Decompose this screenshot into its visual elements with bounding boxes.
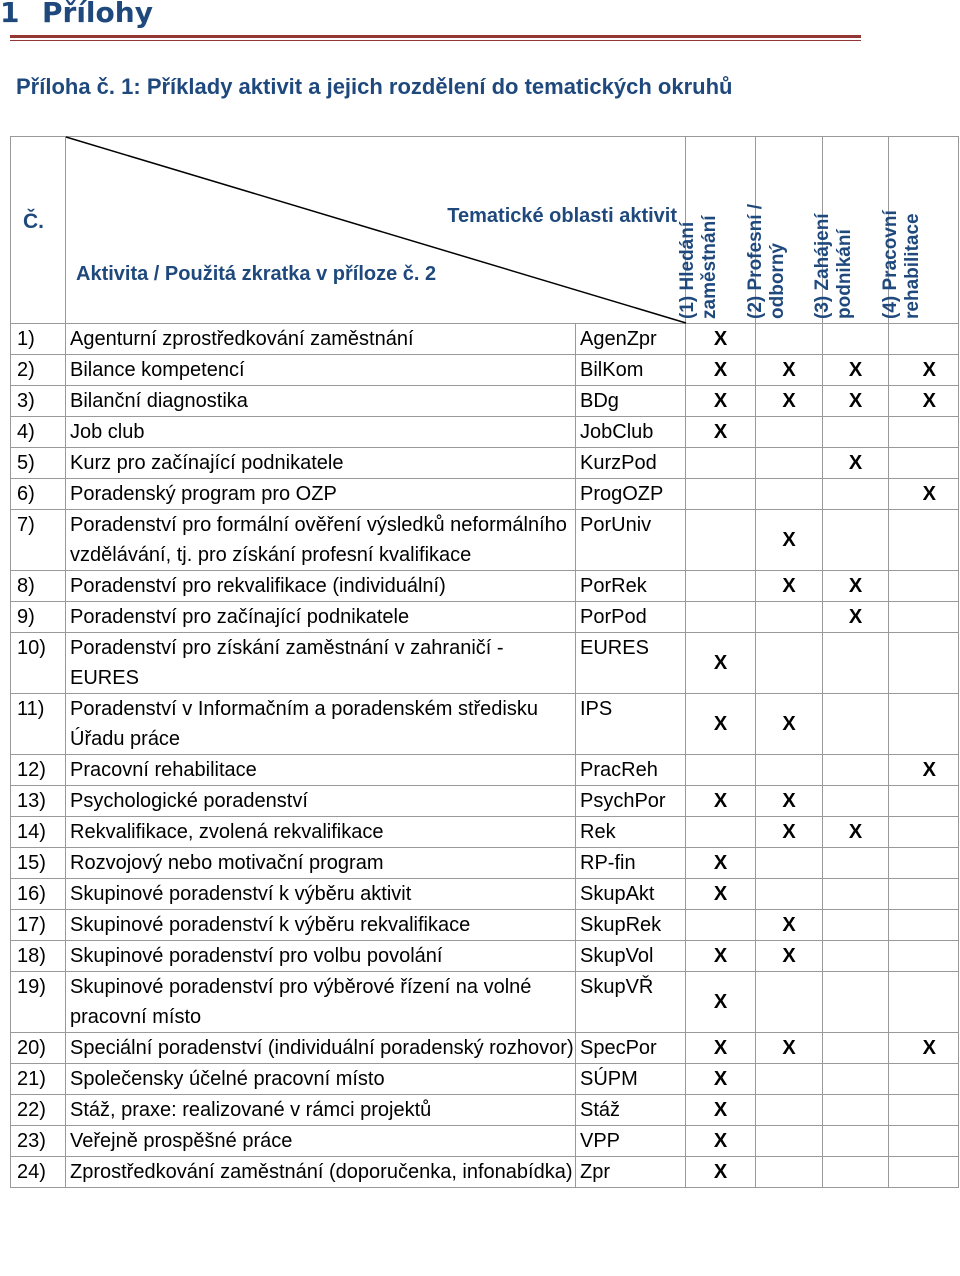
activity-abbreviation: Zpr bbox=[576, 1157, 686, 1188]
area-3-mark: X bbox=[823, 355, 889, 386]
area-1-mark: X bbox=[686, 879, 756, 910]
area-4-mark: X bbox=[889, 1033, 959, 1064]
area-3-mark bbox=[823, 786, 889, 817]
area-4-mark bbox=[889, 1064, 959, 1095]
table-header-row bbox=[11, 137, 959, 324]
area-4-mark bbox=[889, 510, 959, 571]
area-2-mark: X bbox=[756, 941, 823, 972]
row-number: 9) bbox=[11, 602, 66, 633]
area-4-mark bbox=[889, 571, 959, 602]
activity-name: Skupinové poradenství pro výběrové řízení na volné pracovní místo bbox=[66, 972, 576, 1033]
activity-name: Psychologické poradenství bbox=[66, 786, 576, 817]
activity-name: Stáž, praxe: realizované v rámci projektů bbox=[66, 1095, 576, 1126]
row-number: 16) bbox=[11, 879, 66, 910]
activity-abbreviation: SkupRek bbox=[576, 910, 686, 941]
area-4-mark bbox=[889, 602, 959, 633]
activity-name: Speciální poradenství (individuální poradenský rozhovor) bbox=[66, 1033, 576, 1064]
table-row bbox=[11, 972, 959, 1033]
activity-abbreviation: PracReh bbox=[576, 755, 686, 786]
area-3-mark bbox=[823, 694, 889, 755]
table-row bbox=[11, 510, 959, 571]
row-number: 2) bbox=[11, 355, 66, 386]
row-number: 1) bbox=[11, 324, 66, 355]
column-no-label: Č. bbox=[23, 210, 44, 233]
row-number: 24) bbox=[11, 1157, 66, 1188]
area-4-mark bbox=[889, 417, 959, 448]
table-row bbox=[11, 1095, 959, 1126]
area-3-mark bbox=[823, 972, 889, 1033]
activity-name: Poradenství pro formální ověření výsledků neformálního vzdělávání, tj. pro získání profesní kvalifikace bbox=[66, 510, 576, 571]
area-1-mark bbox=[686, 448, 756, 479]
area-1-mark: X bbox=[686, 324, 756, 355]
area-3-mark bbox=[823, 417, 889, 448]
area-2-mark bbox=[756, 602, 823, 633]
area-2-mark: X bbox=[756, 786, 823, 817]
area-4-mark bbox=[889, 324, 959, 355]
row-number: 21) bbox=[11, 1064, 66, 1095]
area-1-mark: X bbox=[686, 417, 756, 448]
activity-abbreviation: SkupVol bbox=[576, 941, 686, 972]
activity-name: Poradenství pro začínající podnikatele bbox=[66, 602, 576, 633]
row-number: 20) bbox=[11, 1033, 66, 1064]
area-2-mark bbox=[756, 324, 823, 355]
area-3-mark bbox=[823, 1126, 889, 1157]
section-heading bbox=[0, 0, 153, 29]
activity-name: Rekvalifikace, zvolená rekvalifikace bbox=[66, 817, 576, 848]
table-row bbox=[11, 602, 959, 633]
area-4-mark bbox=[889, 848, 959, 879]
activity-abbreviation: Rek bbox=[576, 817, 686, 848]
area-4-mark bbox=[889, 879, 959, 910]
area-4-mark bbox=[889, 448, 959, 479]
area-1-mark: X bbox=[686, 694, 756, 755]
activity-name: Bilance kompetencí bbox=[66, 355, 576, 386]
area-3-mark bbox=[823, 633, 889, 694]
area-1-label: (1) Hledání bbox=[676, 221, 698, 319]
area-4-mark bbox=[889, 1095, 959, 1126]
activity-name: Pracovní rehabilitace bbox=[66, 755, 576, 786]
activity-abbreviation: PorPod bbox=[576, 602, 686, 633]
thematic-areas-label: Tematické oblasti aktivit bbox=[447, 205, 677, 227]
activity-abbreviation: RP-fin bbox=[576, 848, 686, 879]
row-number: 22) bbox=[11, 1095, 66, 1126]
area-1-mark: X bbox=[686, 941, 756, 972]
area-4-mark bbox=[889, 910, 959, 941]
area-1-mark: X bbox=[686, 1157, 756, 1188]
activity-abbreviation: BilKom bbox=[576, 355, 686, 386]
table-row bbox=[11, 1126, 959, 1157]
area-1-mark bbox=[686, 910, 756, 941]
area-3-mark bbox=[823, 755, 889, 786]
area-2-mark bbox=[756, 972, 823, 1033]
area-2-label-line2: odborný bbox=[767, 243, 788, 319]
row-number: 10) bbox=[11, 633, 66, 694]
table-row bbox=[11, 1064, 959, 1095]
activity-name: Job club bbox=[66, 417, 576, 448]
table-row bbox=[11, 879, 959, 910]
activity-name: Veřejně prospěšné práce bbox=[66, 1126, 576, 1157]
area-4-mark bbox=[889, 941, 959, 972]
row-number: 4) bbox=[11, 417, 66, 448]
row-number: 8) bbox=[11, 571, 66, 602]
area-4-mark bbox=[889, 972, 959, 1033]
area-1-mark: X bbox=[686, 1033, 756, 1064]
area-4-mark bbox=[889, 1157, 959, 1188]
activity-name: Zprostředkování zaměstnání (doporučenka, infonabídka) bbox=[66, 1157, 576, 1188]
area-2-mark bbox=[756, 417, 823, 448]
area-2-mark bbox=[756, 448, 823, 479]
area-2-mark bbox=[756, 1064, 823, 1095]
row-number: 15) bbox=[11, 848, 66, 879]
header-cell-area-3 bbox=[811, 137, 889, 324]
row-number: 3) bbox=[11, 386, 66, 417]
area-3-mark bbox=[823, 1033, 889, 1064]
area-4-mark: X bbox=[889, 755, 959, 786]
area-1-mark bbox=[686, 817, 756, 848]
area-1-mark: X bbox=[686, 1126, 756, 1157]
table-row bbox=[11, 571, 959, 602]
table-row bbox=[11, 448, 959, 479]
row-number: 19) bbox=[11, 972, 66, 1033]
area-2-mark bbox=[756, 1126, 823, 1157]
activity-abbreviation: EURES bbox=[576, 633, 686, 694]
heading-rule-thin bbox=[10, 40, 861, 41]
activity-name: Bilanční diagnostika bbox=[66, 386, 576, 417]
area-2-mark bbox=[756, 1157, 823, 1188]
area-3-mark: X bbox=[823, 817, 889, 848]
area-2-mark bbox=[756, 848, 823, 879]
area-2-label: (2) Profesní / bbox=[745, 203, 766, 319]
activity-abbreviation: SkupAkt bbox=[576, 879, 686, 910]
area-2-mark: X bbox=[756, 355, 823, 386]
area-3-mark: X bbox=[823, 571, 889, 602]
section-title: Přílohy bbox=[42, 0, 153, 29]
activity-name: Skupinové poradenství k výběru rekvalifikace bbox=[66, 910, 576, 941]
activity-name: Kurz pro začínající podnikatele bbox=[66, 448, 576, 479]
activity-abbreviation: ProgOZP bbox=[576, 479, 686, 510]
table-row bbox=[11, 633, 959, 694]
row-number: 7) bbox=[11, 510, 66, 571]
activity-abbreviation: IPS bbox=[576, 694, 686, 755]
area-1-mark bbox=[686, 602, 756, 633]
activity-abbreviation: JobClub bbox=[576, 417, 686, 448]
area-1-mark: X bbox=[686, 633, 756, 694]
area-2-mark: X bbox=[756, 910, 823, 941]
area-3-mark: X bbox=[823, 602, 889, 633]
table-row bbox=[11, 324, 959, 355]
activity-name: Rozvojový nebo motivační program bbox=[66, 848, 576, 879]
area-2-mark bbox=[756, 479, 823, 510]
activity-name: Poradenství pro získání zaměstnání v zahraničí - EURES bbox=[66, 633, 576, 694]
area-1-label-line2: zaměstnání bbox=[698, 215, 720, 319]
row-number: 18) bbox=[11, 941, 66, 972]
activity-abbreviation: SkupVŘ bbox=[576, 972, 686, 1033]
table-row bbox=[11, 386, 959, 417]
activity-abbreviation: PsychPor bbox=[576, 786, 686, 817]
area-4-mark bbox=[889, 1126, 959, 1157]
header-cell-area-4 bbox=[879, 137, 959, 324]
row-number: 14) bbox=[11, 817, 66, 848]
activity-abbreviation: PorUniv bbox=[576, 510, 686, 571]
area-3-mark bbox=[823, 879, 889, 910]
row-number: 12) bbox=[11, 755, 66, 786]
table-row bbox=[11, 694, 959, 755]
area-2-mark bbox=[756, 633, 823, 694]
area-3-mark bbox=[823, 910, 889, 941]
table-row bbox=[11, 417, 959, 448]
area-4-mark bbox=[889, 786, 959, 817]
area-1-mark bbox=[686, 510, 756, 571]
area-1-mark bbox=[686, 479, 756, 510]
area-4-mark: X bbox=[889, 479, 959, 510]
area-1-mark: X bbox=[686, 848, 756, 879]
area-3-mark bbox=[823, 510, 889, 571]
table-row bbox=[11, 786, 959, 817]
table-row bbox=[11, 1157, 959, 1188]
area-2-mark: X bbox=[756, 571, 823, 602]
header-cell-diagonal bbox=[66, 137, 686, 324]
area-4-label-line2: rehabilitace bbox=[901, 213, 923, 319]
area-4-label: (4) Pracovní bbox=[879, 210, 901, 319]
area-1-mark bbox=[686, 571, 756, 602]
header-cell-no bbox=[11, 137, 66, 324]
area-4-mark bbox=[889, 633, 959, 694]
area-2-mark: X bbox=[756, 510, 823, 571]
row-number: 17) bbox=[11, 910, 66, 941]
area-3-mark bbox=[823, 1095, 889, 1126]
area-3-label: (3) Zahájení bbox=[811, 213, 833, 319]
table-row bbox=[11, 355, 959, 386]
activity-abbreviation: Stáž bbox=[576, 1095, 686, 1126]
row-number: 13) bbox=[11, 786, 66, 817]
row-number: 23) bbox=[11, 1126, 66, 1157]
activity-name: Poradenství v Informačním a poradenském středisku Úřadu práce bbox=[66, 694, 576, 755]
area-3-mark bbox=[823, 324, 889, 355]
area-1-mark bbox=[686, 755, 756, 786]
area-4-mark bbox=[889, 694, 959, 755]
area-2-mark: X bbox=[756, 1033, 823, 1064]
area-1-mark: X bbox=[686, 355, 756, 386]
activity-abbreviation: SÚPM bbox=[576, 1064, 686, 1095]
area-1-mark: X bbox=[686, 1095, 756, 1126]
table-row bbox=[11, 910, 959, 941]
area-3-mark: X bbox=[823, 448, 889, 479]
activity-name: Poradenský program pro OZP bbox=[66, 479, 576, 510]
area-2-mark: X bbox=[756, 817, 823, 848]
area-1-mark: X bbox=[686, 786, 756, 817]
area-1-mark: X bbox=[686, 972, 756, 1033]
activity-abbreviation: SpecPor bbox=[576, 1033, 686, 1064]
activity-abbreviation: BDg bbox=[576, 386, 686, 417]
row-number: 11) bbox=[11, 694, 66, 755]
activity-abbrev-label: Aktivita / Použitá zkratka v příloze č. 2 bbox=[76, 263, 437, 285]
area-3-mark bbox=[823, 848, 889, 879]
area-2-mark bbox=[756, 1095, 823, 1126]
table-row bbox=[11, 479, 959, 510]
area-2-mark: X bbox=[756, 694, 823, 755]
activity-name: Agenturní zprostředkování zaměstnání bbox=[66, 324, 576, 355]
area-3-mark bbox=[823, 479, 889, 510]
area-2-mark bbox=[756, 755, 823, 786]
area-3-mark bbox=[823, 941, 889, 972]
activity-name: Skupinové poradenství k výběru aktivit bbox=[66, 879, 576, 910]
section-number: 1 bbox=[0, 0, 20, 29]
appendix-title: Příloha č. 1: Příklady aktivit a jejich rozdělení do tematických okruhů bbox=[16, 74, 733, 99]
activity-name: Společensky účelné pracovní místo bbox=[66, 1064, 576, 1095]
area-4-mark: X bbox=[889, 386, 959, 417]
area-1-mark: X bbox=[686, 1064, 756, 1095]
table-row bbox=[11, 755, 959, 786]
area-3-mark bbox=[823, 1064, 889, 1095]
activity-abbreviation: PorRek bbox=[576, 571, 686, 602]
activity-abbreviation: KurzPod bbox=[576, 448, 686, 479]
activity-abbreviation: AgenZpr bbox=[576, 324, 686, 355]
area-4-mark: X bbox=[889, 355, 959, 386]
row-number: 6) bbox=[11, 479, 66, 510]
table-row bbox=[11, 1033, 959, 1064]
activity-name: Poradenství pro rekvalifikace (individuální) bbox=[66, 571, 576, 602]
table-row bbox=[11, 848, 959, 879]
area-3-mark bbox=[823, 1157, 889, 1188]
activity-abbreviation: VPP bbox=[576, 1126, 686, 1157]
activities-table bbox=[10, 136, 959, 1188]
area-3-label-line2: podnikání bbox=[833, 229, 855, 319]
activity-name: Skupinové poradenství pro volbu povolání bbox=[66, 941, 576, 972]
area-1-mark: X bbox=[686, 386, 756, 417]
area-2-mark bbox=[756, 879, 823, 910]
area-4-mark bbox=[889, 817, 959, 848]
table-row bbox=[11, 817, 959, 848]
row-number: 5) bbox=[11, 448, 66, 479]
area-2-mark: X bbox=[756, 386, 823, 417]
table-row bbox=[11, 941, 959, 972]
area-3-mark: X bbox=[823, 386, 889, 417]
heading-rule bbox=[10, 35, 861, 38]
